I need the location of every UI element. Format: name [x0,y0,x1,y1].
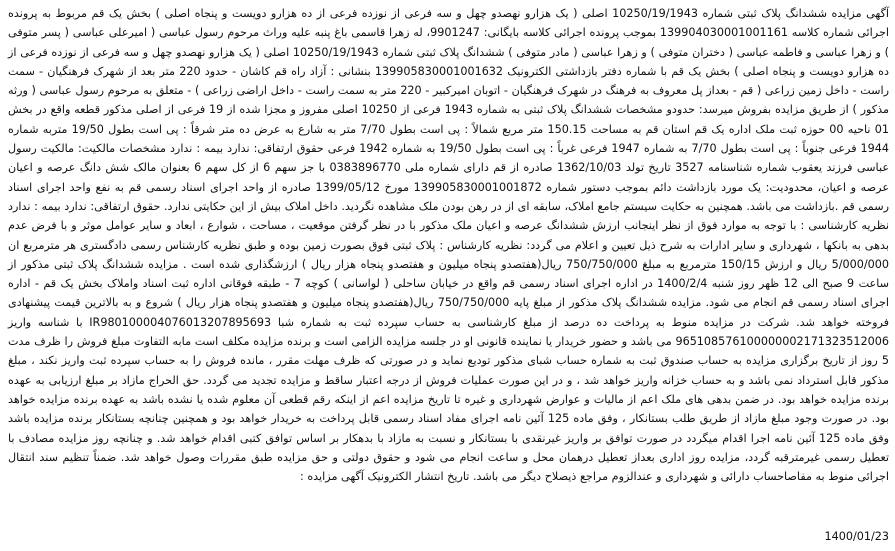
notice-body-text: آگهی مزایده ششدانگ پلاک ثبتی شماره 10250/19/1943 اصلی ( یک هزارو نهصدو چهل و سه فرعی از نوزده فرعی از ده هزارو دویست و پنجاه اصلی ) بخش یک قم مربوط به پرونده اجرائی شماره کلاسه 139904030001001161 بموجب پرونده اجرائی کلاسه بایگانی: 9901247، له زهرا قاسمی باغ پنبه علیه وراث مرحوم رسول عباسی ( امیرعلی عباسی ( پسر متوفی ) و زهرا عباسی و فاطمه عباسی ( دختران متوفی ) و زهرا عباسی ( مادر متوفی ) ششدانگ پلاک ثبتی شماره 10250/19/1943 اصلی ( یک هزارو نهصدو چهل و سه فرعی از نوزده فرعی از ده هزارو دویست و پنجاه اصلی ) بخش یک قم با شماره دفتر بازداشتی الکترونیک 139905830001001632 بنشانی : آزاد راه قم کاشان - حدود 220 متر بعد از شهرک فرهنگیان - سمت راست - داخل زمین زراعی ( قم - بعداز پل معروف به فرهنگ در شهرک فرهنگیان - اتوبان امیرکبیر - 220 متر به سمت راست - داخل اراضی زراعی ) - متعلق به مرحوم رسول عباسی ( ورثه مذکور ) از طریق مزایده بفروش میرسد: حدودو مشخصات ششدانگ پلاک ثبتی به شماره 1943 فرعی از 10250 اصلی مفروز و مجزا شده از 19 فرعی از اصلی مذکور قطعه واقع در بخش 01 ناحیه 00 حوزه ثبت ملک اداره یک قم استان قم به مساحت 150.15 متر مربع شمالاً : پی است بطول 7/70 متر به شارع به عرض ده متر شرقاً : پی است بطول 19/50 متربه شماره 1944 فرعی جنوباً : پی است بطول 7/70 به شماره 1947 فرعی غرباً : پی است بطول 19/50 به شماره 1942 فرعی حقوق ارتفاقی: ندارد بیمه : ندارد مشخصات مالکیت: مالکیت رسول عباسی فرزند یعقوب شماره شناسنامه 3527 تاریخ تولد 1362/10/03 صادره از قم دارای شماره ملی 0383896770 با جز سهم 6 از کل سهم 6 بعنوان مالک شش دانگ عرصه و اعیان عرصه و اعیان، محدودیت: یک مورد بازداشت دائم بموجب دستور شماره 139905830001001872 مورخ 1399/05/12 صادره از واحد اجرای اسناد رسمی قم به نفع واحد اجرای اسناد رسمی قم .بازداشت می باشد. همچنین به حکایت سیستم جامع املاک، سابقه ای از در رهن بودن ملک مشاهده نگردید. داخل املاک بیش از این حکایتی ندارد. حقوق ارتفاقی: ندارد بیمه : ندارد نظریه کارشناسی : با توجه به موارد فوق از نظر اینجانب ارزش ششدانگ عرصه و اعیان ملک مذکور با در نظر گرفتن موقعیت ، مساحت ، شوارع ، ابعاد و سایر عوامل موثر و با فرض عدم بدهی به بانکها ، شهرداری و سایر ادارات به شرح ذیل تعیین و اعلام می گردد: نظریه کارشناس : پلاک ثبتی فوق بصورت زمین بوده و طبق نظریه کارشناس رسمی دادگستری هر مترمربع ان 5/000/000 ریال و ارزش 150/15 مترمربع به مبلغ 750/750/000 ریال(هفتصدو پنجاه میلیون و هفتصدو پنجاه هزار ریال ) ارزشگذاری شده است . مزایده ششدانگ پلاک ثبتی مذکور از ساعت 9 صبح الی 12 ظهر روز شنبه 1400/2/4 در اداره اجرای اسناد رسمی قم واقع در خیابان ساحلی ( لواسانی ) کوچه 7 - طبقه فوقانی اداره ثبت اسناد واملاک بخش یک قم - اداره اجرای اسناد رسمی قم انجام می شود. مزایده ششدانگ پلاک مذکور از مبلغ پایه 750/750/000 ریال(هفتصدو پنجاه میلیون و هفتصدو پنجاه هزار ریال ) شروع و به بالاترین قیمت پیشنهادی فروخته خواهد شد. شرکت در مزایده منوط به پرداخت ده درصد از مبلغ کارشناسی به حساب سپرده ثبت به شماره شبا IR980100004076013207895693 با شناسه واریز 965108576100000002171323512006 می باشد و حضور خریدار یا نماینده قانونی او در جلسه مزایده الزامی است و برنده مزایده مکلف است مابه التفاوت مبلغ فروش را ظرف مدت 5 روز از تاریخ برگزاری مزایده به حساب صندوق ثبت به شماره حساب شبای مذکور تودیع نماید و در صورتی که ظرف مهلت مقرر ، مانده فروش را به حساب سپرده ثبت واریز نکند ، مبلغ مذکور قابل استرداد نمی باشد و به حساب خزانه واریز خواهد شد ، و در این صورت عملیات فروش از درجه اعتبار ساقط و مزایده تجدید می گردد. حق الحراج مازاد بر مبلغ ارزیابی به عهده برنده مزایده خواهد بود. در ضمن بدهی های ملک اعم از مالیات و عوارض شهرداری و غیره تا تاریخ مزایده اعم از اینکه رقم قطعی آن معلوم شده یا نشده باشد به عهده برنده مزایده خواهد بود. در صورت وجود مبلغ مازاد از طریق طلب بستانکار ، وفق ماده 125 آئین نامه اجرای مفاد اسناد رسمی قابل پرداخت به خریدار خواهد بود و همچنین چنانچه بستانکار برنده مزایده باشد وفق ماده 125 آئین نامه اجرا اقدام میگردد در صورت توافق بر واریز غیرنقدی با بستانکار و نسبت به مازاد با بدهکار بر اساس توافق کتبی اقدام خواهد شد. و چنانچه روز مزایده مصادف با تعطیل رسمی غیرمترقبه گردد، مزایده روز اداری بعداز تعطیل درهمان محل و ساعت انجام می شود و حقوق دولتی و حق مزایده طبق مقررات وصول خواهد شد. ضمناً تنظیم سند انتقال اجرائی منوط به مفاصاحساب دارائی و شهرداری و عندالزوم مراجع ذیصلاح دیگر می باشد. تاریخ انتشار الکترونیک آگهی مزایده : [8,7,890,484]
auction-notice [8,4,889,486]
publish-date: 1400/01/23 [824,530,889,543]
